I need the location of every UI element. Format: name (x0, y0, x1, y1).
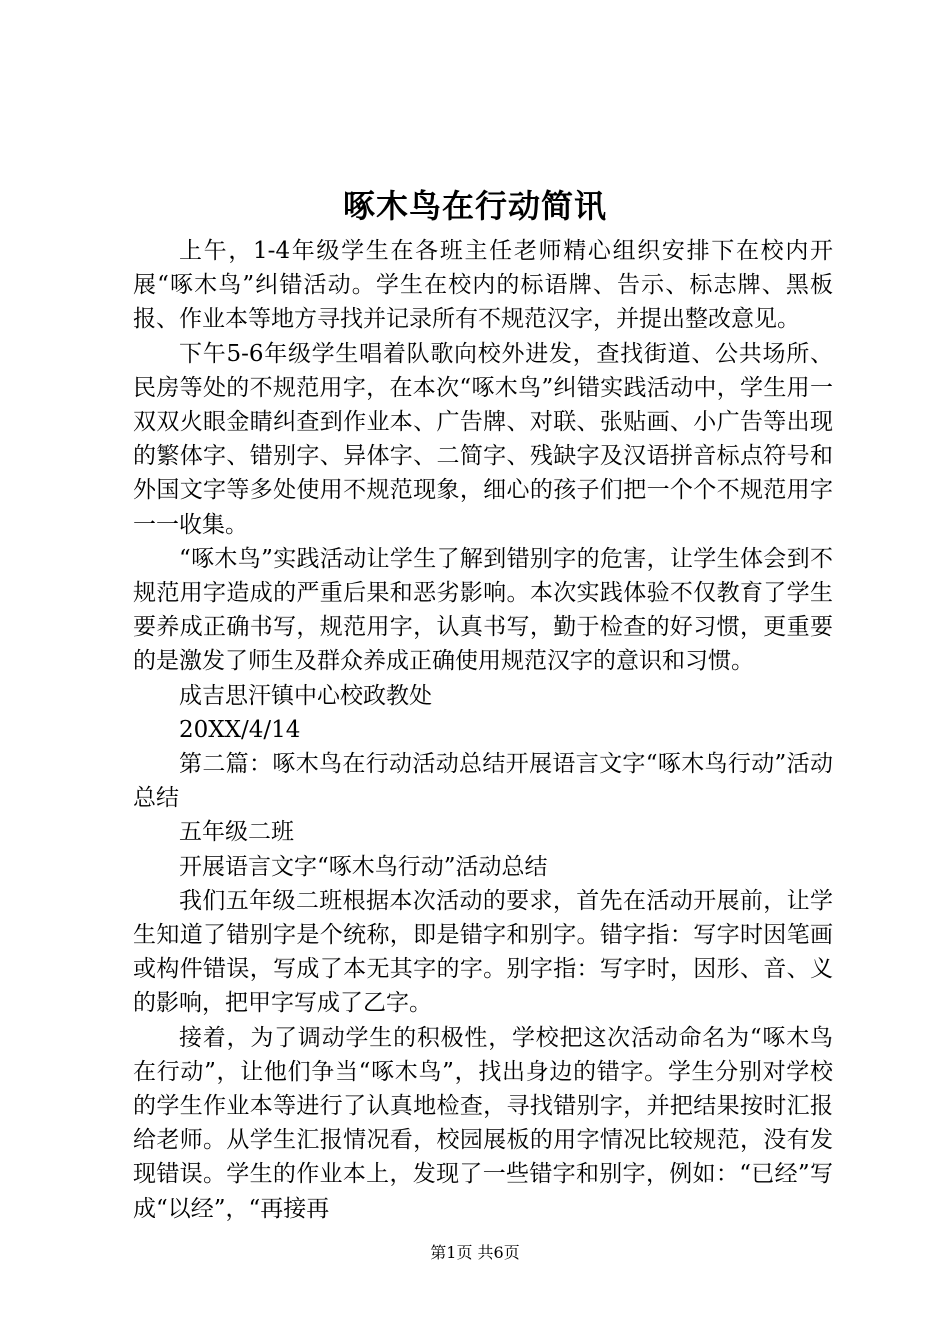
paragraph-activity-process: 接着，为了调动学生的积极性，学校把这次活动命名为“啄木鸟在行动”，让他们争当“啄木鸟”，找出身边的错字。学生分别对学校的学生作业本等进行了认真地检查，寻找错别字，并把结果按时汇报给老师。从学生汇报情况看，校园展板的用字情况比较规范，没有发现错误。学生的作业本上，发现了一些错字和别字，例如：“已经”写成“以经”，“再接再 (133, 1024, 833, 1222)
document-title: 啄木鸟在行动简讯 (342, 187, 607, 225)
document-body (133, 234, 833, 1226)
signature-organization: 成吉思汗镇中心校政教处 (179, 682, 432, 709)
paragraph-second-article-heading: 第二篇：啄木鸟在行动活动总结开展语言文字“啄木鸟行动”活动总结 (133, 751, 833, 812)
paragraph-activity-impact: “啄木鸟”实践活动让学生了解到错别字的危害，让学生体会到不规范用字造成的严重后果和恶劣影响。本次实践体验不仅教育了学生要养成正确书写，规范用字，认真书写，勤于检查的好习惯，更重要的是激发了师生及群众养成正确使用规范汉字的意识和习惯。 (133, 545, 833, 675)
paragraph-morning-activity: 上午，1-4年级学生在各班主任老师精心组织安排下在校内开展“啄木鸟”纠错活动。学生在校内的标语牌、告示、标志牌、黑板报、作业本等地方寻找并记录所有不规范汉字，并提出整改意见。 (133, 238, 833, 333)
class-name: 五年级二班 (179, 819, 294, 846)
paragraph-class-introduction: 我们五年级二班根据本次活动的要求，首先在活动开展前，让学生知道了错别字是个统称，即是错字和别字。错字指：写字时因笔画或构件错误，写成了本无其字的字。别字指：写字时，因形、音、义的影响，把甲字写成了乙字。 (133, 887, 833, 1017)
summary-subtitle: 开展语言文字“啄木鸟行动”活动总结 (179, 853, 548, 880)
paragraph-afternoon-activity: 下午5-6年级学生唱着队歌向校外进发，查找街道、公共场所、民房等处的不规范用字，在本次“啄木鸟”纠错实践活动中，学生用一双双火眼金睛纠查到作业本、广告牌、对联、张贴画、小广告等出现的繁体字、错别字、异体字、二简字、残缺字及汉语拼音标点符号和外国文字等多处使用不规范现象，细心的孩子们把一个个不规范用字一一收集。 (133, 340, 833, 538)
page-footer: 第1页 共6页 (430, 1243, 520, 1262)
signature-date: 20XX/4/14 (179, 716, 301, 743)
